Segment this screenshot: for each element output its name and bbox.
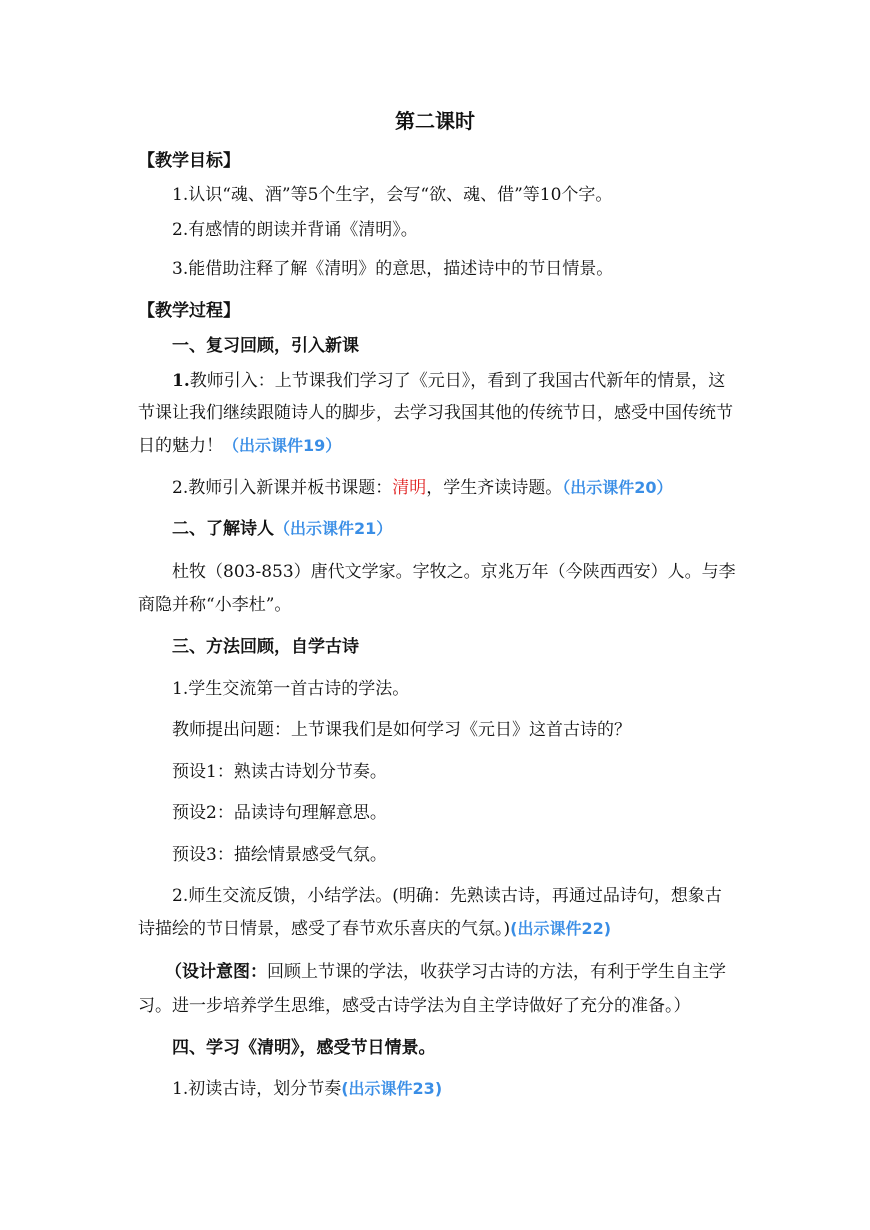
slide-reference: (出示课件22) bbox=[510, 919, 612, 938]
preset-2: 预设2：品读诗句理解意思。 bbox=[172, 803, 387, 823]
slide-reference: （出示课件21） bbox=[274, 519, 393, 538]
goal-1: 1.认识“魂、酒”等5个生字，会写“欲、魂、借”等10个字。 bbox=[172, 185, 613, 205]
paragraph-text: 诗描绘的节日情景，感受了春节欢乐喜庆的气氛。) bbox=[138, 919, 511, 939]
design-intent-line-1 bbox=[165, 961, 726, 983]
section-3-heading: 三、方法回顾，自学古诗 bbox=[172, 637, 359, 657]
section-1-heading: 一、复习回顾，引入新课 bbox=[172, 336, 359, 356]
slide-reference: （出示课件20） bbox=[562, 478, 673, 497]
paragraph-1-line-1 bbox=[172, 370, 725, 392]
goal-2: 2.有感情的朗读并背诵《清明》。 bbox=[172, 220, 418, 240]
design-intent-line-2: 习。进一步培养学生思维，感受古诗学法为自主学诗做好了充分的准备。） bbox=[138, 996, 691, 1016]
design-intent-label: （设计意图： bbox=[165, 962, 267, 982]
item-number: 1. bbox=[172, 371, 190, 391]
preset-3: 预设3：描绘情景感受气氛。 bbox=[172, 845, 387, 865]
preset-1: 预设1：熟读古诗划分节奏。 bbox=[172, 762, 387, 782]
paragraph-text: 教师引入：上节课我们学习了《元日》，看到了我国古代新年的情景，这 bbox=[189, 371, 726, 391]
method-item-1: 1.学生交流第一首古诗的学法。 bbox=[172, 679, 410, 699]
reading-item-1 bbox=[172, 1078, 442, 1100]
paragraph-text: 1.初读古诗，划分节奏 bbox=[172, 1079, 342, 1099]
page-title: 第二课时 bbox=[395, 109, 475, 133]
paragraph-1-line-3 bbox=[138, 435, 341, 457]
goal-3: 3.能借助注释了解《清明》的意思，描述诗中的节日情景。 bbox=[172, 259, 614, 279]
slide-reference: （出示课件19） bbox=[223, 436, 342, 455]
design-intent-text: 回顾上节课的学法，收获学习古诗的方法，有利于学生自主学 bbox=[267, 962, 726, 982]
teacher-question: 教师提出问题：上节课我们是如何学习《元日》这首古诗的？ bbox=[172, 720, 631, 740]
poet-bio-line-1: 杜牧（803-853）唐代文学家。字牧之。京兆万年（今陕西西安）人。与李 bbox=[172, 562, 736, 582]
lesson-title-highlight: 清明 bbox=[392, 478, 427, 498]
paragraph-2 bbox=[172, 477, 673, 499]
slide-reference: (出示课件23) bbox=[341, 1079, 443, 1098]
section-4-heading: 四、学习《清明》，感受节日情景。 bbox=[172, 1038, 436, 1058]
section-2-heading-row bbox=[172, 518, 392, 540]
summary-line-1: 2.师生交流反馈，小结学法。(明确：先熟读古诗，再通过品诗句，想象古 bbox=[172, 886, 722, 906]
paragraph-1-line-2: 节课让我们继续跟随诗人的脚步，去学习我国其他的传统节日，感受中国传统节 bbox=[138, 403, 733, 423]
section-2-heading: 二、了解诗人 bbox=[172, 519, 274, 539]
process-heading: 【教学过程】 bbox=[138, 301, 240, 321]
goals-heading: 【教学目标】 bbox=[138, 151, 240, 171]
paragraph-text: 2.教师引入新课并板书课题： bbox=[172, 478, 393, 498]
paragraph-text: 日的魅力！ bbox=[138, 436, 223, 456]
poet-bio-line-2: 商隐并称“小李杜”。 bbox=[138, 595, 292, 615]
summary-line-2 bbox=[138, 918, 611, 940]
paragraph-text: ，学生齐读诗题。 bbox=[426, 478, 563, 498]
